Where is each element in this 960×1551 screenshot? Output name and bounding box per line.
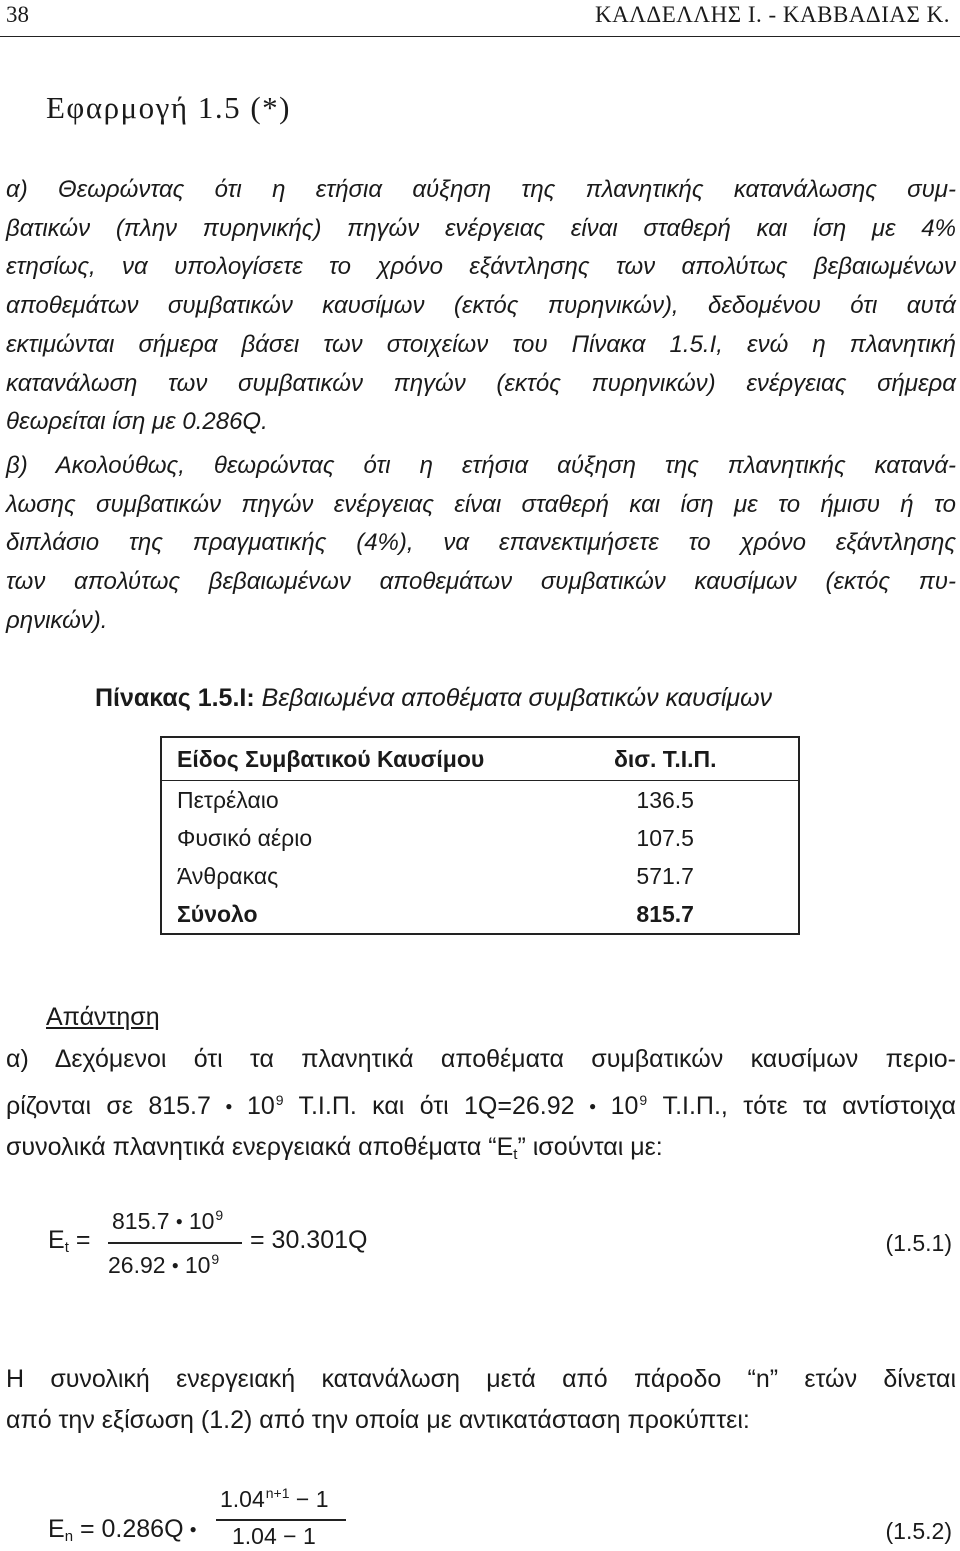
eq1-fraction-bar [108,1242,242,1244]
exponent: 9 [215,1207,224,1223]
eq1-den-value: 26.92 [108,1252,166,1278]
fuel-name: Άνθρακας [177,862,279,889]
answer-fragment: 10 [246,1092,275,1120]
answer-fragment: Τ.Ι.Π. και ότι 1Q=26.92 [298,1092,575,1120]
answer-text-2 [6,1359,956,1441]
table-header-row [161,737,799,781]
question-a-line: α) Θεωρώντας ότι η ετήσια αύξηση της πλανητικής κατανάλωσης συμ- [6,176,956,203]
eq1-den-base: 10 [184,1252,211,1278]
answer-fragment: ρίζονται σε 815.7 [6,1092,211,1120]
total-label: Σύνολο [177,900,258,927]
eq2-num-base: 1.04 [220,1486,265,1512]
fuel-name: Φυσικό αέριο [177,824,313,851]
eq1-equals: = [75,1226,91,1254]
multiply-dot-icon: ● [171,1258,179,1272]
question-b-line: β) Ακολούθως, θεωρώντας ότι η ετήσια αύξηση της πλανητικής κατανά- [6,452,956,479]
answer-fragment: ” ισούνται με: [517,1133,663,1161]
table-row [161,819,799,857]
eq2-fraction-bar [216,1519,346,1521]
eq1-num-base: 10 [188,1208,215,1234]
question-a-line: βατικών (πλην πυρηνικής) πηγών ενέργειας είναι σταθερή και ίση με 4% [6,214,956,242]
answer-line: α) Δεχόμενοι ότι τα πλανητικά αποθέματα συμβατικών καυσίμων περιο- [6,1045,956,1073]
fuel-value: 571.7 [636,862,694,889]
answer-fragment: 10 [610,1092,639,1120]
question-b [6,447,956,641]
answer-line [6,1127,956,1175]
multiply-dot-icon: ● [216,1099,241,1113]
table-total-row [161,895,799,934]
exercise-title: Εφαρμογή 1.5 (*) [46,90,291,125]
eq2-numerator [220,1485,329,1513]
eq2-equals: = 0.286Q [79,1515,184,1543]
eq1-number: (1.5.1) [885,1230,952,1256]
multiply-dot-icon: ● [189,1522,197,1536]
fuel-value: 107.5 [636,824,694,851]
answer-fragment: Τ.Ι.Π., τότε τα αντίστοιχα [662,1092,957,1120]
eq1-numerator [112,1207,223,1235]
question-a-line: εκτιμώνται σήμερα βάσει των στοιχείων του Πίνακα 1.5.I, ενώ η πλανητική [6,330,956,358]
eq2-denominator: 1.04 − 1 [232,1523,316,1549]
eq2-subscript: n [64,1528,74,1545]
subscript: t [513,1146,518,1163]
exponent: 9 [275,1092,284,1108]
eq1-denominator [108,1251,219,1279]
exponent: n+1 [265,1485,290,1501]
column-header-fuel-type: Είδος Συμβατικού Καυσίμου [161,737,592,781]
table-caption-text: Βεβαιωμένα αποθέματα συμβατικών καυσίμων [261,684,773,712]
answer-fragment: συνολικά πλανητικά ενεργειακά αποθέματα “E [6,1133,514,1161]
multiply-dot-icon: ● [580,1099,605,1113]
eq1-result: = 30.301Q [250,1226,368,1254]
question-a-line: ετησίως, να υπολογίσετε το χρόνο εξάντλησης των απολύτως βεβαιωμένων [6,253,956,281]
eq2-lhs [48,1515,203,1545]
answer-title: Απάντηση [46,1003,160,1031]
question-a-line: θεωρείται ίση με 0.286Q. [6,408,268,436]
eq2-number: (1.5.2) [885,1518,952,1544]
table-caption-label: Πίνακας 1.5.I: [95,684,255,712]
running-head: ΚΑΛΔΕΛΛΗΣ Ι. - ΚΑΒΒΑΔΙΑΣ Κ. [595,2,950,27]
table-row [161,857,799,895]
question-b-line: ρηνικών). [6,606,108,634]
question-a [6,171,956,442]
question-a-line: αποθεμάτων συμβατικών καυσίμων (εκτός πυρηνικών), δεδομένου ότι αυτά [6,292,956,320]
answer-line: από την εξίσωση (1.2) από την οποία με αντικατάσταση προκύπτει: [6,1406,750,1434]
question-b-line: των απολύτως βεβαιωμένων αποθεμάτων συμβατικών καυσίμων (εκτός πυ- [6,568,956,596]
fuel-value: 136.5 [636,786,694,813]
fuel-name: Πετρέλαιο [177,786,279,813]
eq1-num-value: 815.7 [112,1208,170,1234]
table-row [161,781,799,820]
column-header-unit: δισ. Τ.Ι.Π. [592,737,799,781]
question-b-line: λωσης συμβατικών πηγών ενέργειας είναι σταθερή και ίση με το ήμισυ ή το [6,490,956,518]
answer-line: Η συνολική ενεργειακή κατανάλωση μετά από πάροδο “n” ετών δίνεται [6,1365,956,1393]
question-a-line: κατανάλωση των συμβατικών πηγών (εκτός πυρηνικών) ενέργειας σήμερα [6,369,956,397]
page-number: 38 [6,2,29,27]
fuel-reserves-table [160,736,800,935]
eq1-symbol: E [48,1226,65,1254]
eq2-num-minus: − 1 [295,1486,329,1512]
total-value: 815.7 [636,900,694,927]
exponent: 9 [639,1092,648,1108]
multiply-dot-icon: ● [175,1214,183,1228]
eq1-subscript: t [64,1239,69,1256]
eq1-lhs [48,1226,90,1256]
answer-line [6,1080,956,1127]
answer-text [6,1039,956,1175]
exponent: 9 [211,1251,220,1267]
question-b-line: διπλάσιο της πραγματικής (4%), να επανεκτιμήσετε το χρόνο εξάντλησης [6,529,956,557]
eq2-symbol: E [48,1515,65,1543]
table-caption [95,684,772,713]
